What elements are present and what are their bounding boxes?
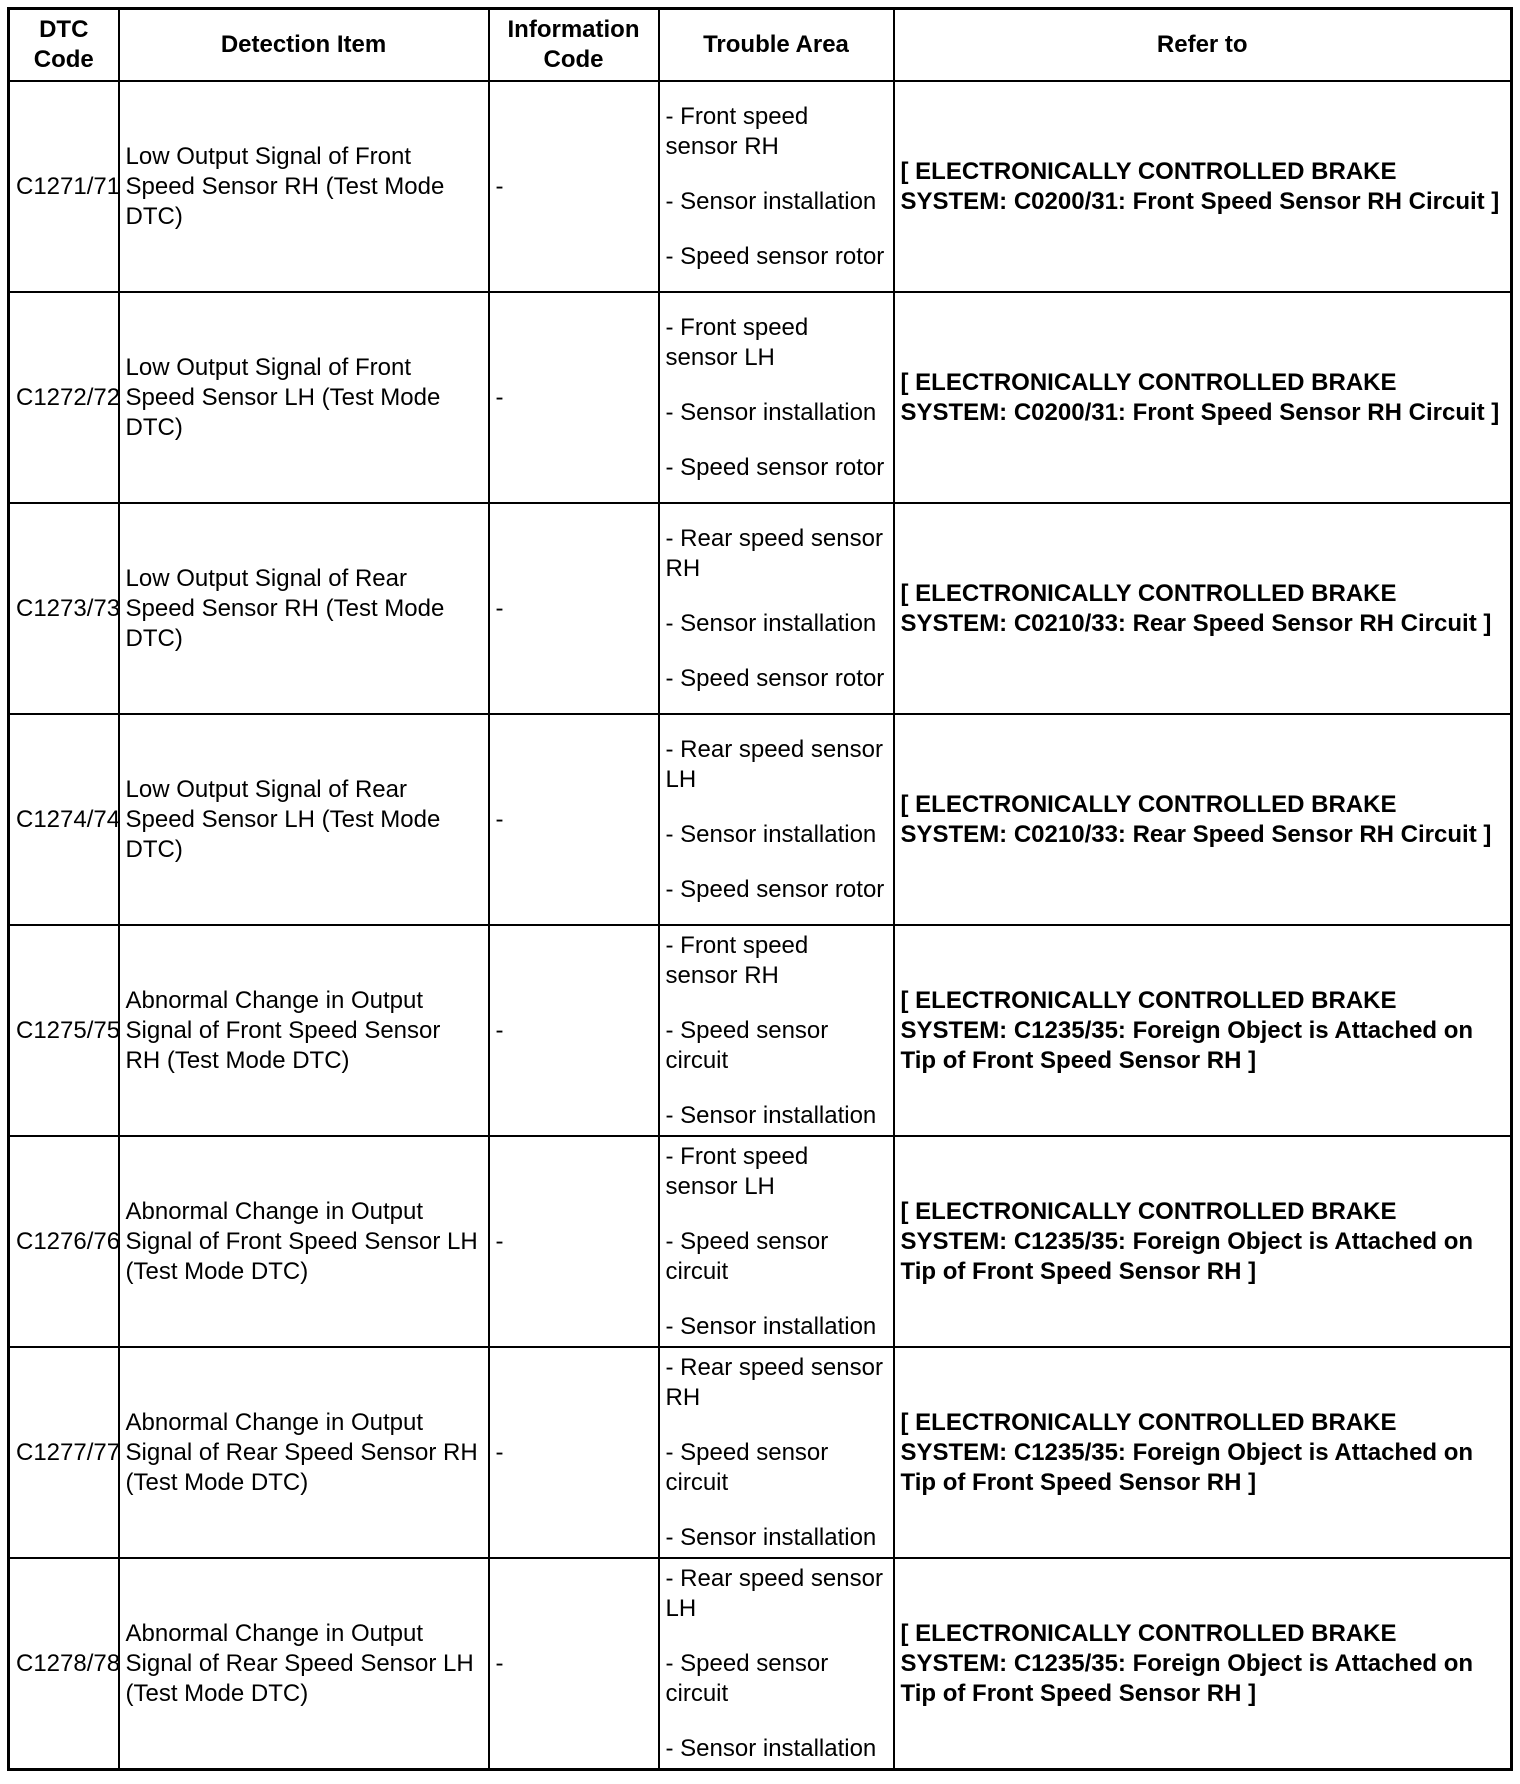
detection-item-cell: Abnormal Change in Output Signal of Front Speed Sensor RH (Test Mode DTC)	[119, 925, 489, 1136]
refer-to-cell: [ ELECTRONICALLY CONTROLLED BRAKE SYSTEM: C0200/31: Front Speed Sensor RH Circuit ]	[894, 292, 1512, 503]
trouble-area-item: - Speed sensor rotor	[665, 664, 885, 692]
dtc-code-cell: C1275/75	[9, 925, 119, 1136]
information-code-cell: -	[489, 925, 659, 1136]
table-row	[9, 1347, 1512, 1558]
trouble-area-item: - Speed sensor rotor	[665, 875, 885, 903]
table-row	[9, 503, 1512, 714]
refer-to-cell: [ ELECTRONICALLY CONTROLLED BRAKE SYSTEM: C0210/33: Rear Speed Sensor RH Circuit ]	[894, 714, 1512, 925]
table-row	[9, 714, 1512, 925]
trouble-area-item: - Speed sensor rotor	[665, 453, 885, 481]
dtc-code-cell: C1273/73	[9, 503, 119, 714]
trouble-area-item: - Sensor installation	[665, 187, 877, 215]
table-row	[9, 292, 1512, 503]
header-refer-to: Refer to	[894, 9, 1512, 82]
refer-to-cell: [ ELECTRONICALLY CONTROLLED BRAKE SYSTEM: C1235/35: Foreign Object is Attached on Tip of Front Speed Sensor RH ]	[894, 1136, 1512, 1347]
trouble-area-cell	[659, 1136, 894, 1347]
trouble-area-item: - Speed sensor circuit	[665, 1016, 829, 1074]
trouble-area-list	[666, 524, 887, 694]
trouble-area-item: - Rear speed sensor LH	[665, 1564, 883, 1622]
trouble-area-cell	[659, 1347, 894, 1558]
header-detection-item: Detection Item	[119, 9, 489, 82]
dtc-code-cell: C1274/74	[9, 714, 119, 925]
trouble-area-cell	[659, 714, 894, 925]
trouble-area-item: - Rear speed sensor RH	[665, 1353, 883, 1411]
trouble-area-cell	[659, 925, 894, 1136]
trouble-area-item: - Speed sensor circuit	[665, 1649, 829, 1707]
header-dtc-code: DTC Code	[9, 9, 119, 82]
dtc-code-cell: C1271/71	[9, 81, 119, 292]
trouble-area-list	[666, 1353, 887, 1553]
trouble-area-list	[666, 1564, 887, 1764]
trouble-area-list	[666, 1142, 887, 1342]
information-code-cell: -	[489, 714, 659, 925]
detection-item-cell: Low Output Signal of Front Speed Sensor RH (Test Mode DTC)	[119, 81, 489, 292]
trouble-area-item: - Sensor installation	[665, 398, 877, 426]
refer-to-cell: [ ELECTRONICALLY CONTROLLED BRAKE SYSTEM: C0210/33: Rear Speed Sensor RH Circuit ]	[894, 503, 1512, 714]
trouble-area-item: - Sensor installation	[665, 820, 877, 848]
header-row	[9, 9, 1512, 82]
table-row	[9, 81, 1512, 292]
trouble-area-list	[666, 102, 887, 272]
detection-item-cell: Abnormal Change in Output Signal of Rear Speed Sensor RH (Test Mode DTC)	[119, 1347, 489, 1558]
header-trouble-area: Trouble Area	[659, 9, 894, 82]
information-code-cell: -	[489, 81, 659, 292]
information-code-cell: -	[489, 1558, 659, 1770]
trouble-area-item: - Sensor installation	[665, 1523, 877, 1551]
table-header	[9, 9, 1512, 82]
header-information-code: Information Code	[489, 9, 659, 82]
trouble-area-item: - Speed sensor circuit	[665, 1438, 829, 1496]
trouble-area-cell	[659, 292, 894, 503]
detection-item-cell: Abnormal Change in Output Signal of Rear Speed Sensor LH (Test Mode DTC)	[119, 1558, 489, 1770]
trouble-area-item: - Rear speed sensor LH	[665, 735, 883, 793]
information-code-cell: -	[489, 1347, 659, 1558]
refer-to-cell: [ ELECTRONICALLY CONTROLLED BRAKE SYSTEM: C1235/35: Foreign Object is Attached on Tip of Front Speed Sensor RH ]	[894, 1347, 1512, 1558]
trouble-area-cell	[659, 81, 894, 292]
table-row	[9, 1558, 1512, 1770]
detection-item-cell: Low Output Signal of Rear Speed Sensor LH (Test Mode DTC)	[119, 714, 489, 925]
dtc-code-cell: C1276/76	[9, 1136, 119, 1347]
detection-item-cell: Low Output Signal of Rear Speed Sensor RH (Test Mode DTC)	[119, 503, 489, 714]
information-code-cell: -	[489, 1136, 659, 1347]
table-body	[9, 81, 1512, 1770]
detection-item-cell: Low Output Signal of Front Speed Sensor LH (Test Mode DTC)	[119, 292, 489, 503]
trouble-area-item: - Sensor installation	[665, 1101, 877, 1129]
information-code-cell: -	[489, 292, 659, 503]
table-row	[9, 1136, 1512, 1347]
trouble-area-item: - Front speed sensor LH	[665, 313, 809, 371]
trouble-area-item: - Speed sensor circuit	[665, 1227, 829, 1285]
refer-to-cell: [ ELECTRONICALLY CONTROLLED BRAKE SYSTEM: C1235/35: Foreign Object is Attached on Tip of Front Speed Sensor RH ]	[894, 1558, 1512, 1770]
trouble-area-item: - Front speed sensor RH	[665, 931, 809, 989]
refer-to-cell: [ ELECTRONICALLY CONTROLLED BRAKE SYSTEM: C0200/31: Front Speed Sensor RH Circuit ]	[894, 81, 1512, 292]
trouble-area-list	[666, 931, 887, 1131]
dtc-code-cell: C1272/72	[9, 292, 119, 503]
dtc-code-cell: C1278/78	[9, 1558, 119, 1770]
table-row	[9, 925, 1512, 1136]
refer-to-cell: [ ELECTRONICALLY CONTROLLED BRAKE SYSTEM: C1235/35: Foreign Object is Attached on Tip of Front Speed Sensor RH ]	[894, 925, 1512, 1136]
trouble-area-cell	[659, 503, 894, 714]
detection-item-cell: Abnormal Change in Output Signal of Front Speed Sensor LH (Test Mode DTC)	[119, 1136, 489, 1347]
trouble-area-cell	[659, 1558, 894, 1770]
trouble-area-item: - Front speed sensor LH	[665, 1142, 809, 1200]
trouble-area-list	[666, 735, 887, 905]
dtc-code-cell: C1277/77	[9, 1347, 119, 1558]
trouble-area-item: - Speed sensor rotor	[665, 242, 885, 270]
information-code-cell: -	[489, 503, 659, 714]
trouble-area-item: - Sensor installation	[665, 1312, 877, 1340]
trouble-area-list	[666, 313, 887, 483]
trouble-area-item: - Front speed sensor RH	[665, 102, 809, 160]
trouble-area-item: - Rear speed sensor RH	[665, 524, 883, 582]
trouble-area-item: - Sensor installation	[665, 609, 877, 637]
trouble-area-item: - Sensor installation	[665, 1734, 877, 1762]
dtc-table	[7, 7, 1513, 1771]
